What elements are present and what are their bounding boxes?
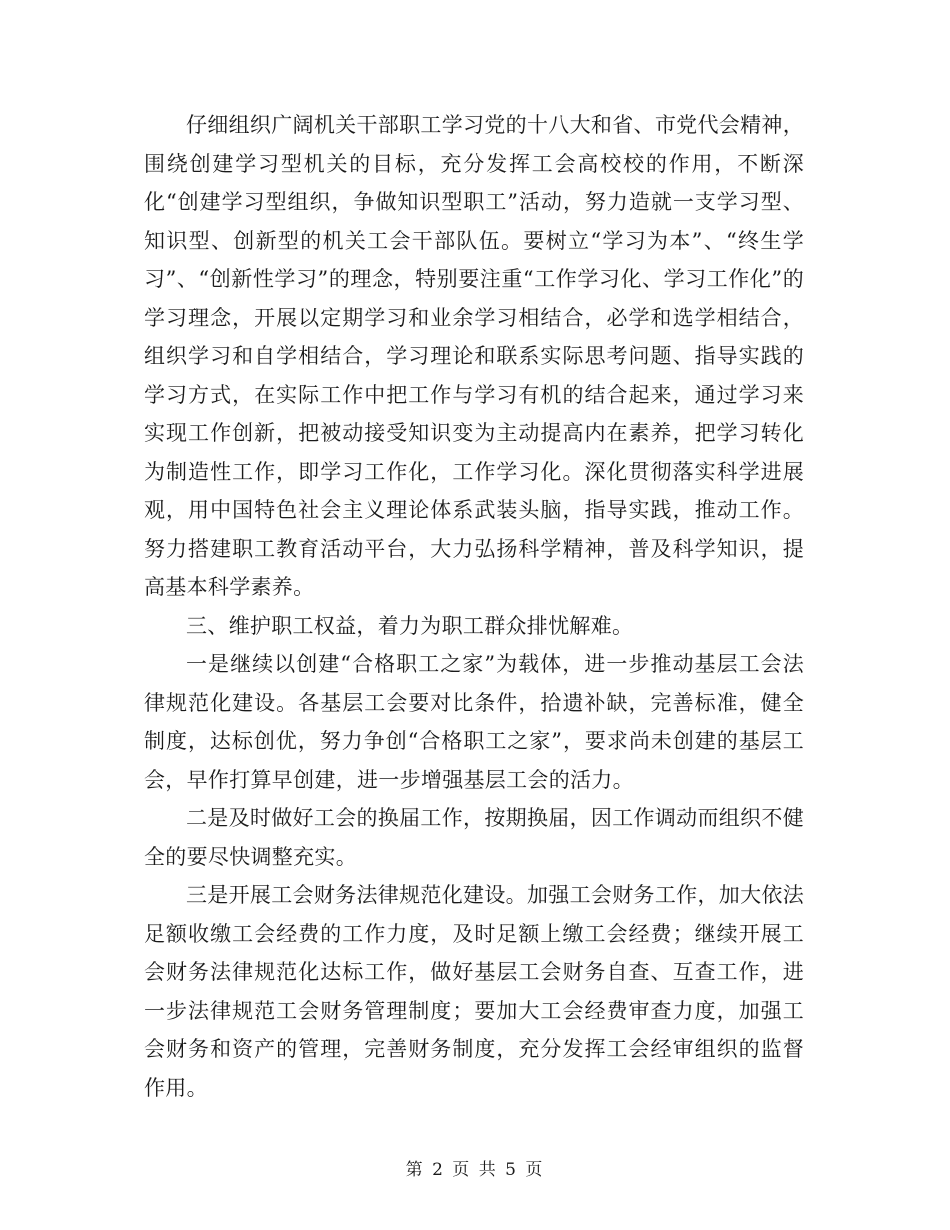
- paragraph-election: 二是及时做好工会的换届工作，按期换届，因工作调动而组织不健全的要尽快调整充实。: [144, 806, 804, 869]
- paragraph-finance: 三是开展工会财务法律规范化建设。加强工会财务工作，加大依法足额收缴工会经费的工作力度，及时足额上缴工会经费；继续开展工会财务法律规范化达标工作，做好基层工会财务自查、互查工作，进一步法律规范工会财务管理制度；要加大工会经费审查力度，加强工会财务和资产的管理，完善财务制度，充分发挥工会经审组织的监督作用。: [144, 883, 804, 1100]
- document-body: [144, 106, 804, 1107]
- paragraph-study: 仔细组织广阔机关干部职工学习党的十八大和省、市党代会精神，围绕创建学习型机关的目标，充分发挥工会高校校的作用，不断深化“创建学习型组织，争做知识型职工”活动，努力造就一支学习型、知识型、创新型的机关工会干部队伍。要树立“学习为本”、“终生学习”、“创新性学习”的理念，特别要注重“工作学习化、学习工作化”的学习理念，开展以定期学习和业余学习相结合，必学和选学相结合，组织学习和自学相结合，学习理论和联系实际思考问题、指导实践的学习方式，在实际工作中把工作与学习有机的结合起来，通过学习来实现工作创新，把被动接受知识变为主动提高内在素养，把学习转化为制造性工作，即学习工作化，工作学习化。深化贯彻落实科学进展观，用中国特色社会主义理论体系武装头脑，指导实践，推动工作。努力搭建职工教育活动平台，大力弘扬科学精神，普及科学知识，提高基本科学素养。: [144, 113, 804, 599]
- page-number-footer: 第 2 页 共 5 页: [405, 1160, 545, 1180]
- paragraph-workers-home: 一是继续以创建“合格职工之家”为载体，进一步推动基层工会法律规范化建设。各基层工会要对比条件，拾遗补缺，完善标准，健全制度，达标创优，努力争创“合格职工之家”，要求尚未创建的基层工会，早作打算早创建，进一步增强基层工会的活力。: [144, 652, 804, 792]
- section-heading-rights: 三、维护职工权益，着力为职工群众排忧解难。: [186, 613, 634, 638]
